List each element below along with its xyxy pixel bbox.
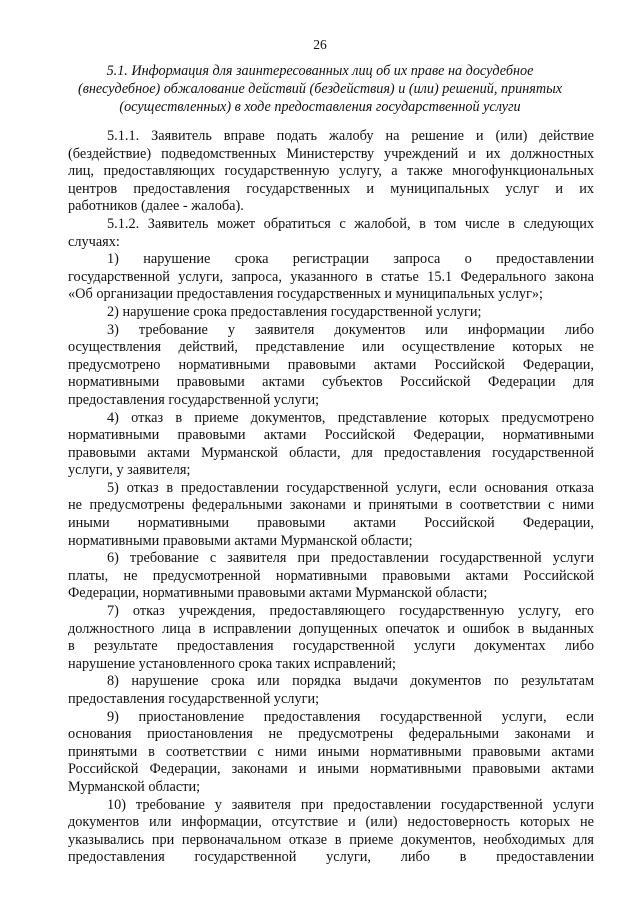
text-line: работников (далее - жалоба).: [68, 198, 244, 215]
paragraph: [68, 480, 594, 550]
text-line: предоставления государственной услуги;: [68, 391, 320, 408]
text-line: нормативными правовыми актами Мурманской области;: [68, 532, 413, 549]
text-line: Российской Федерации, законами и иными нормативными правовыми актами: [68, 761, 594, 778]
text-line: 5.1.2. Заявитель может обратиться с жалобой, в том числе в следующих: [107, 215, 594, 232]
paragraph: [68, 673, 594, 708]
text-line: 6) требование с заявителя при предоставлении государственной услуги: [107, 550, 594, 567]
paragraph: [68, 603, 594, 673]
paragraph: [68, 304, 594, 322]
heading-line: (внесудебное) обжалование действий (бездействия) и (или) решений, принятых: [77, 80, 563, 97]
text-line: лиц, предоставляющих государственную услугу, а также многофункциональных: [68, 163, 594, 180]
text-line: 7) отказ учреждения, предоставляющего государственную услугу, его: [107, 603, 594, 620]
text-line: Федерации, нормативными правовыми актами Мурманской области;: [68, 585, 488, 602]
text-line: центров предоставления государственных и муниципальных услуг и их: [68, 180, 594, 197]
text-line: случаях:: [68, 233, 120, 250]
heading-line: (осуществленных) в ходе предоставления государственной услуги: [119, 98, 521, 115]
paragraph: [68, 216, 594, 251]
text-line: в результате предоставления государственной услуги документах либо: [68, 638, 594, 655]
text-line: предусмотрено нормативными правовыми актами Российской Федерации,: [68, 356, 594, 373]
heading-line: 5.1. Информация для заинтересованных лиц об их праве на досудебное: [106, 63, 534, 79]
text-line: 8) нарушение срока или порядка выдачи документов по результатам: [107, 673, 594, 690]
page-number: 26: [313, 37, 327, 52]
paragraph: [68, 322, 594, 410]
text-line: платы, не предусмотренной нормативными правовыми актами Российской: [68, 567, 594, 584]
section-heading: [68, 63, 572, 116]
paragraph: [68, 709, 594, 797]
text-line: государственной услуги, запроса, указанного в статье 15.1 Федерального закона: [68, 268, 594, 285]
text-line: нормативными правовыми актами Российской Федерации, нормативными: [68, 427, 594, 444]
document-body: [68, 128, 594, 867]
text-line: 2) нарушение срока предоставления государственной услуги;: [107, 303, 482, 320]
text-line: не предусмотрены федеральными законами и принятыми в соответствии с ними: [68, 497, 594, 514]
text-line: 4) отказ в приеме документов, представление которых предусмотрено: [107, 409, 594, 426]
text-line: Мурманской области;: [68, 778, 201, 795]
text-line: принятыми в соответствии с ними иными нормативными правовыми актами: [68, 743, 594, 760]
text-line: указывались при первоначальном отказе в приеме документов, необходимых для: [68, 831, 594, 848]
text-line: 3) требование у заявителя документов или информации либо: [107, 321, 594, 338]
text-line: правовыми актами Мурманской области, для предоставления государственной: [68, 444, 594, 461]
text-line: 9) приостановление предоставления государственной услуги, если: [107, 708, 594, 725]
text-line: документов или информации, отсутствие и (или) недостоверность которых не: [68, 814, 594, 831]
text-line: 1) нарушение срока регистрации запроса о предоставлении: [107, 251, 594, 268]
text-line: иными нормативными правовыми актами Российской Федерации,: [68, 515, 594, 532]
text-line: «Об организации предоставления государственных и муниципальных услуг»;: [68, 286, 543, 303]
paragraph: [68, 410, 594, 480]
text-line: нормативными правовыми актами субъектов Российской Федерации для: [68, 374, 594, 391]
text-line: предоставления государственной услуги, либо в предоставлении: [68, 849, 594, 866]
text-line: 5) отказ в предоставлении государственной услуги, если основания отказа: [107, 479, 594, 496]
text-line: 10) требование у заявителя при предоставлении государственной услуги: [107, 796, 594, 813]
paragraph: [68, 550, 594, 603]
paragraph: [68, 128, 594, 216]
text-line: основания приостановления не предусмотрены федеральными законами и: [68, 726, 594, 743]
text-line: нарушение установленного срока таких исправлений;: [68, 655, 396, 672]
paragraph: [68, 251, 594, 304]
text-line: (бездействие) подведомственных Министерству учреждений и их должностных: [68, 145, 594, 162]
text-line: 5.1.1. Заявитель вправе подать жалобу на решение и (или) действие: [107, 128, 594, 144]
paragraph: [68, 797, 594, 867]
text-line: предоставления государственной услуги;: [68, 691, 320, 707]
text-line: услуги, у заявителя;: [68, 462, 191, 479]
text-line: осуществления действий, представление или осуществление которых не: [68, 339, 594, 356]
text-line: должностного лица в исправлении допущенных опечаток и ошибок в выданных: [68, 620, 594, 637]
